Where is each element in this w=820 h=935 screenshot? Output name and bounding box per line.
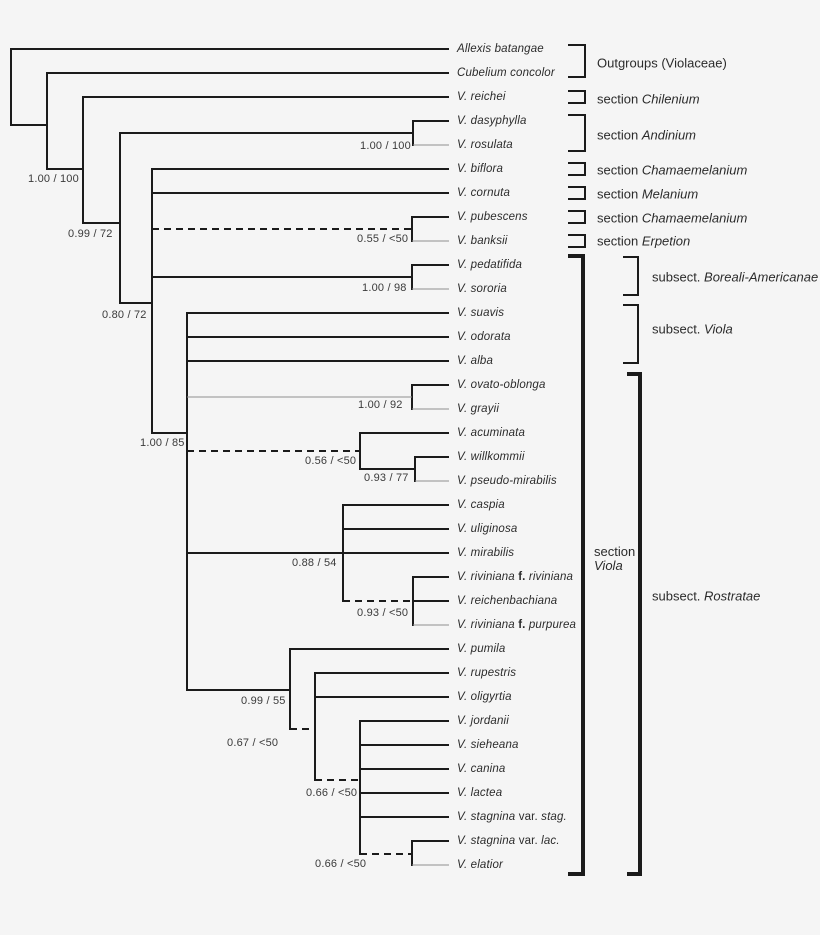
support-value: 0.66 / <50 (315, 858, 367, 870)
clade-bracket (568, 163, 585, 175)
taxon-label: V. banksii (457, 235, 508, 247)
taxon-label: V. suavis (457, 307, 505, 319)
clade-label: section Andinium (597, 127, 697, 143)
clade-label: Outgroups (Violaceae) (597, 55, 727, 71)
support-value: 0.93 / 77 (364, 472, 409, 484)
clade-label: subsect. Viola (652, 321, 733, 337)
taxon-label: V. elatior (457, 859, 504, 871)
taxon-label: V. pseudo-mirabilis (457, 475, 557, 487)
support-value: 0.88 / 54 (292, 557, 337, 569)
clade-bracket (568, 187, 585, 199)
support-value: 0.66 / <50 (306, 787, 358, 799)
clade-bracket (623, 305, 638, 363)
clade-label: subsect. Rostratae (652, 588, 761, 604)
clade-label: section Erpetion (597, 233, 691, 249)
taxon-label: V. cornuta (457, 187, 511, 199)
support-value: 0.55 / <50 (357, 233, 409, 245)
support-value: 1.00 / 92 (358, 399, 403, 411)
taxon-label: V. riviniana f. riviniana (457, 571, 574, 583)
support-value: 0.80 / 72 (102, 309, 147, 321)
taxon-label: Allexis batangae (457, 43, 544, 55)
taxon-label: V. pumila (457, 643, 506, 655)
support-value: 1.00 / 100 (360, 140, 411, 152)
clade-bracket (568, 235, 585, 247)
taxon-label: V. odorata (457, 331, 511, 343)
taxon-label: V. canina (457, 763, 506, 775)
taxon-label: V. caspia (457, 499, 505, 511)
clade-label: section Chamaemelanium (597, 162, 748, 178)
clade-label: section Chamaemelanium (597, 210, 748, 226)
support-value: 0.93 / <50 (357, 607, 409, 619)
clade-bracket (623, 257, 638, 295)
taxon-label: V. alba (457, 355, 493, 367)
clade-label: section Chilenium (597, 91, 700, 107)
support-value: 0.99 / 55 (241, 695, 286, 707)
support-value: 0.56 / <50 (305, 455, 357, 467)
taxon-label: V. rupestris (457, 667, 517, 679)
taxon-label: V. reichei (457, 91, 506, 103)
support-value: 0.67 / <50 (227, 737, 279, 749)
taxon-label: V. biflora (457, 163, 504, 175)
taxon-label: V. jordanii (457, 715, 509, 727)
clade-label: section Viola (594, 544, 636, 573)
clade-label: subsect. Boreali-Americanae (652, 269, 819, 285)
taxon-label: V. sieheana (457, 739, 519, 751)
taxon-label: V. acuminata (457, 427, 526, 439)
taxon-label: Cubelium concolor (457, 67, 555, 79)
clade-bracket (568, 91, 585, 103)
taxon-label: V. willkommii (457, 451, 525, 463)
support-value: 1.00 / 98 (362, 282, 407, 294)
taxon-label: V. stagnina var. stag. (457, 811, 567, 823)
clade-bracket (568, 256, 583, 874)
clade-bracket (568, 45, 585, 77)
taxon-label: V. ovato-oblonga (457, 379, 546, 391)
taxon-label: V. oligyrtia (457, 691, 512, 703)
taxon-label: V. sororia (457, 283, 507, 295)
taxon-label: V. mirabilis (457, 547, 515, 559)
taxon-label: V. rosulata (457, 139, 513, 151)
taxon-label: V. lactea (457, 787, 503, 799)
clade-label: section Melanium (597, 186, 699, 202)
support-value: 0.99 / 72 (68, 228, 113, 240)
taxon-label: V. riviniana f. purpurea (457, 619, 577, 631)
taxon-label: V. uliginosa (457, 523, 518, 535)
taxon-label: V. stagnina var. lac. (457, 835, 560, 847)
clade-bracket (627, 374, 640, 874)
support-value: 1.00 / 85 (140, 437, 185, 449)
taxon-label: V. grayii (457, 403, 500, 415)
clade-bracket (568, 115, 585, 151)
clade-bracket (568, 211, 585, 223)
support-value: 1.00 / 100 (28, 173, 79, 185)
taxon-label: V. dasyphylla (457, 115, 527, 127)
taxon-label: V. pubescens (457, 211, 528, 223)
taxon-label: V. pedatifida (457, 259, 523, 271)
taxon-label: V. reichenbachiana (457, 595, 558, 607)
